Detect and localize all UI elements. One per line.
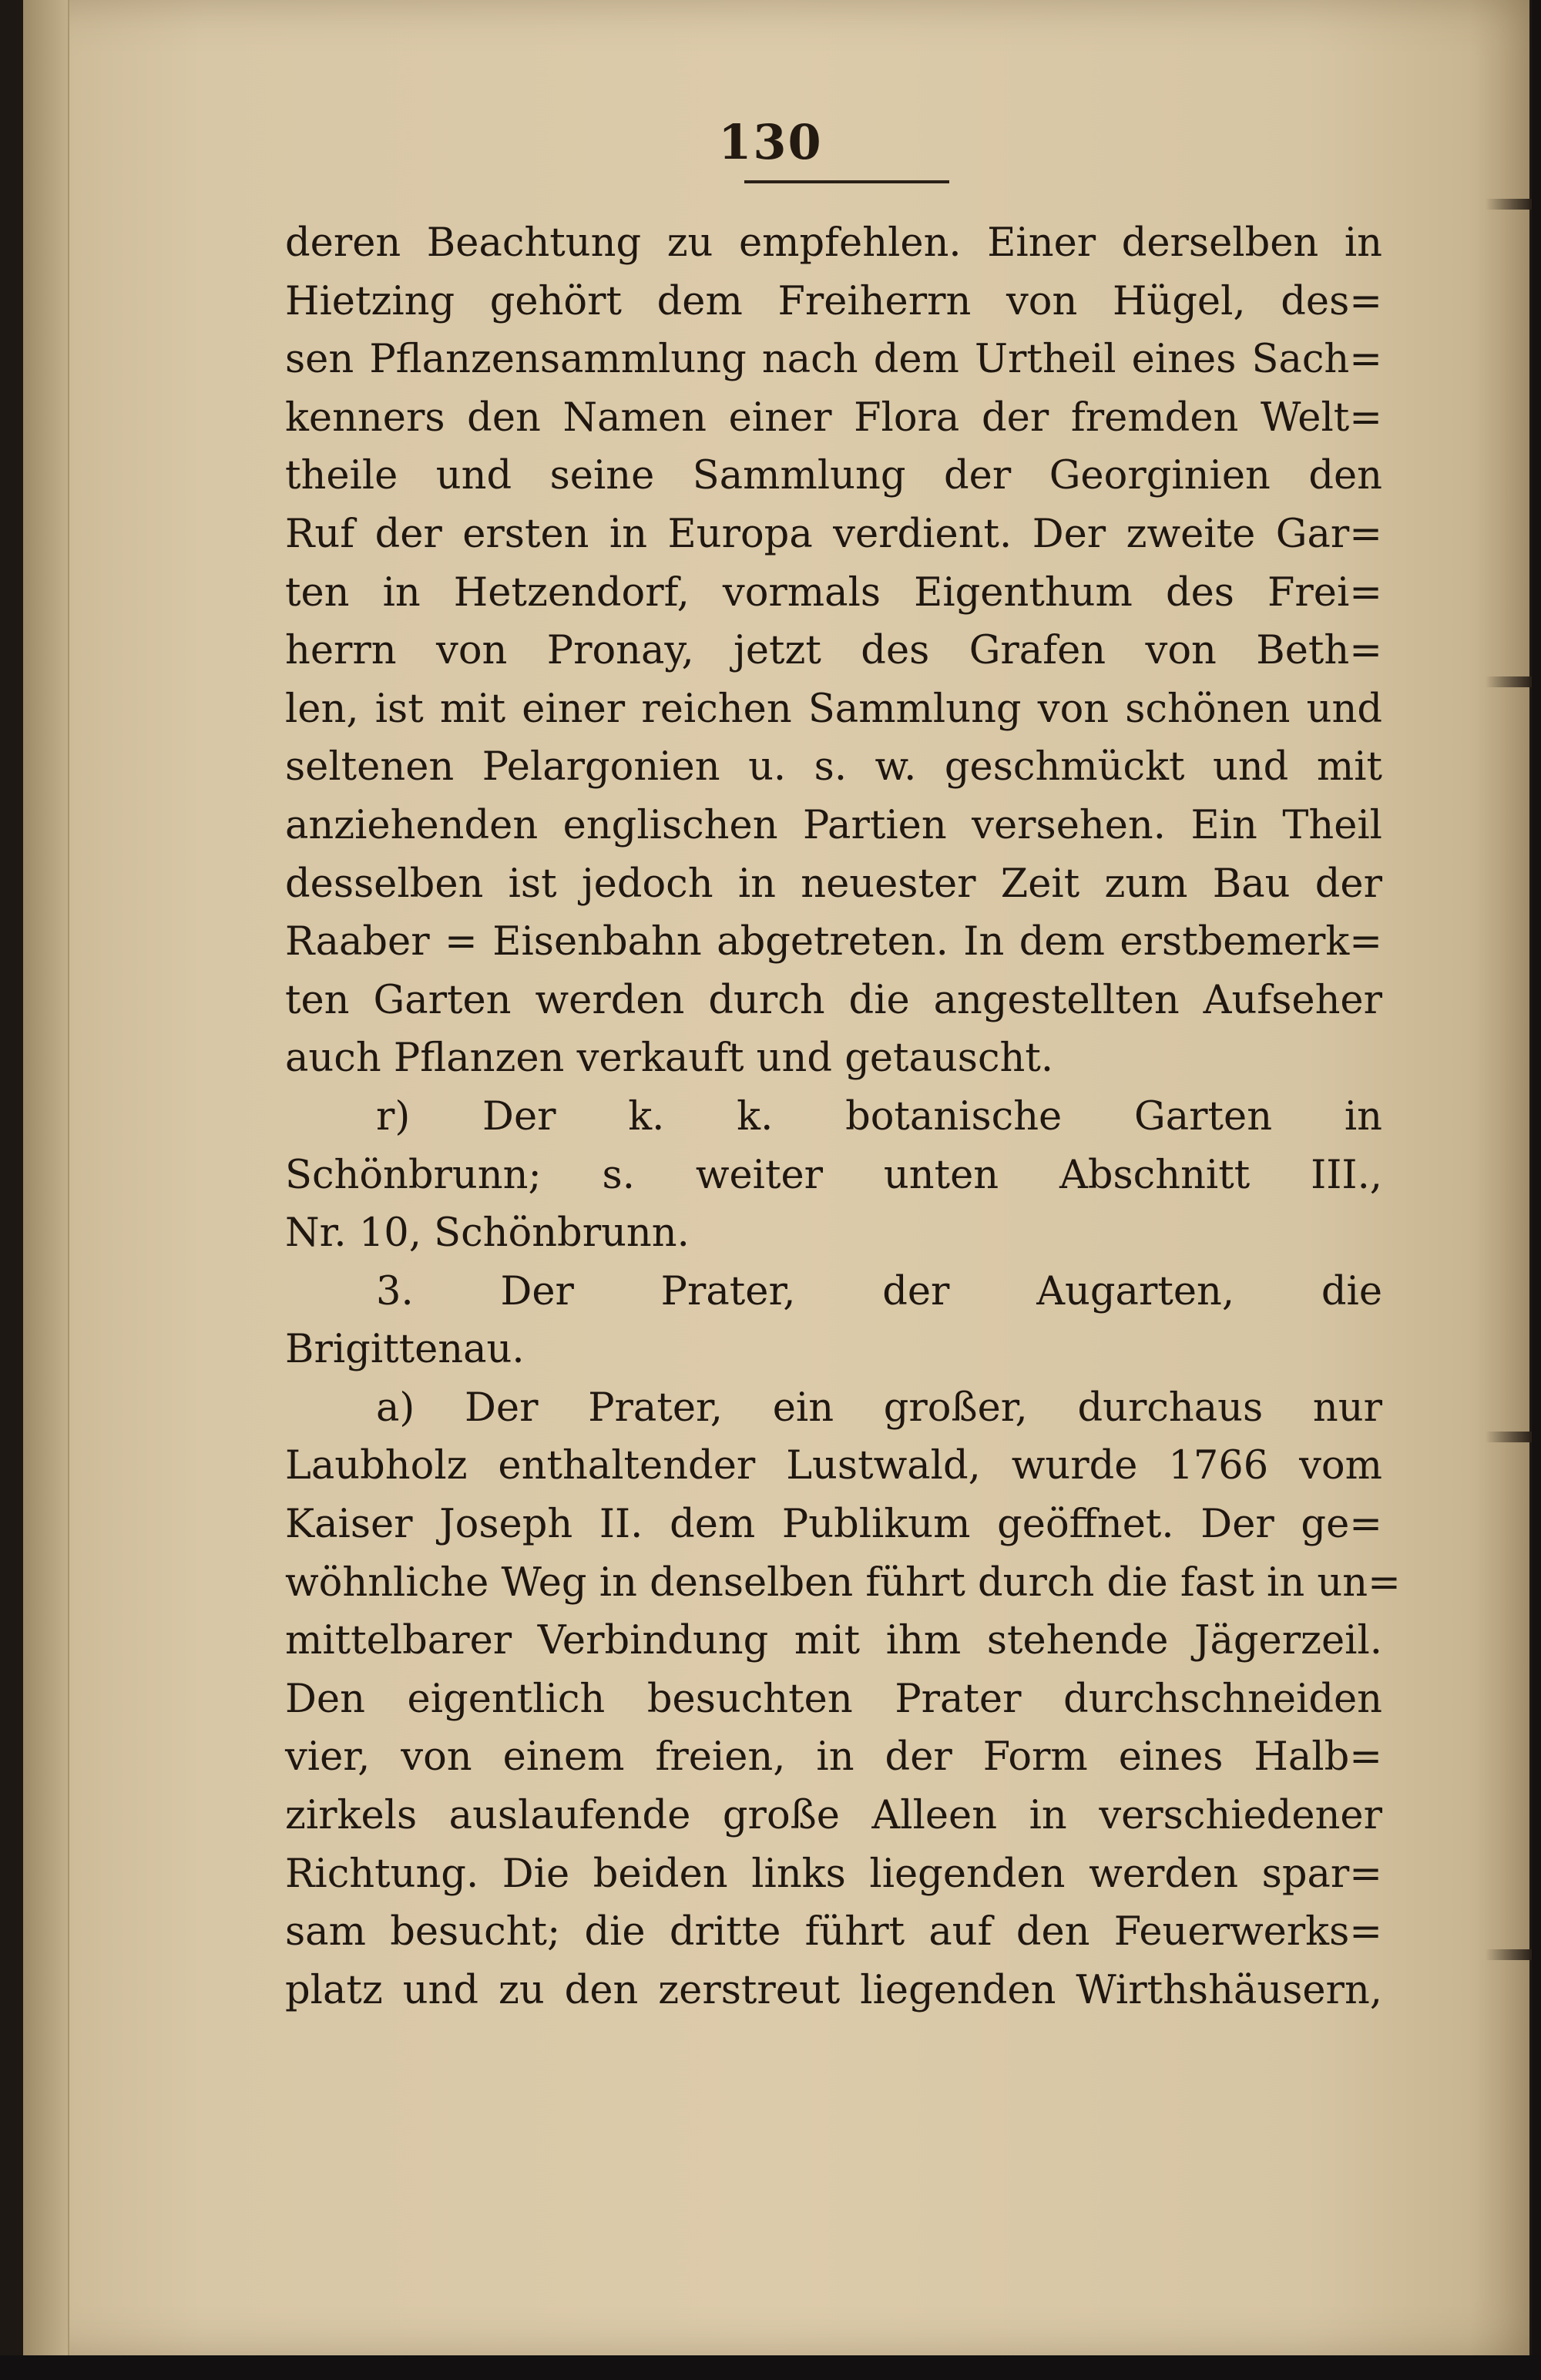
text-line: Den eigentlich besuchten Prater durchschneiden	[285, 1676, 1382, 1722]
text-line: Ruf der ersten in Europa verdient. Der zweite Gar=	[285, 511, 1382, 557]
text-line: deren Beachtung zu empfehlen. Einer derselben in	[285, 220, 1382, 266]
text-line: len, ist mit einer reichen Sammlung von schönen und	[285, 686, 1382, 732]
scan-border-bottom	[0, 2355, 1541, 2380]
text-line: Nr. 10, Schönbrunn.	[285, 1210, 690, 1257]
text-line: vier, von einem freien, in der Form eines Halb=	[285, 1734, 1382, 1781]
text-line: ten Garten werden durch die angestellten Aufseher	[285, 977, 1382, 1023]
page-gutter-edge	[23, 0, 69, 2358]
header-rule	[744, 180, 949, 183]
text-line: herrn von Pronay, jetzt des Grafen von Beth=	[285, 628, 1382, 674]
text-line: ten in Hetzendorf, vormals Eigenthum des Frei=	[285, 569, 1382, 616]
text-line: seltenen Pelargonien u. s. w. geschmückt und mit	[285, 744, 1382, 791]
text-line: Raaber = Eisenbahn abgetreten. In dem erstbemerk=	[285, 919, 1382, 965]
scan-border-right	[1532, 0, 1541, 2380]
text-line: Laubholz enthaltender Lustwald, wurde 1766 vom	[285, 1443, 1382, 1489]
text-line: Richtung. Die beiden links liegenden werden spar=	[285, 1851, 1382, 1897]
page-edge-mark	[1486, 1949, 1532, 1960]
text-line: sam besucht; die dritte führt auf den Feuerwerks=	[285, 1909, 1382, 1955]
text-line: sen Pflanzensammlung nach dem Urtheil eines Sach=	[285, 337, 1382, 383]
body-text	[285, 214, 1401, 2019]
text-line: Kaiser Joseph II. dem Publikum geöffnet. Der ge=	[285, 1502, 1382, 1548]
text-line: Schönbrunn; s. weiter unten Abschnitt III.,	[285, 1152, 1382, 1198]
text-line: wöhnliche Weg in denselben führt durch die fast in un=	[285, 1559, 1401, 1606]
text-line: kenners den Namen einer Flora der fremden Welt=	[285, 394, 1382, 441]
text-line: zirkels auslaufende große Alleen in verschiedener	[285, 1793, 1382, 1839]
text-line: 3. Der Prater, der Augarten, die	[376, 1268, 1382, 1314]
text-line: platz und zu den zerstreut liegenden Wirthshäusern,	[285, 1967, 1382, 2013]
text-line: auch Pflanzen verkauft und getauscht.	[285, 1036, 1054, 1082]
text-line: anziehenden englischen Partien versehen. Ein Theil	[285, 802, 1382, 848]
text-line: mittelbarer Verbindung mit ihm stehende Jägerzeil.	[285, 1618, 1382, 1664]
page-edge-mark	[1486, 676, 1532, 687]
text-line: a) Der Prater, ein großer, durchaus nur	[376, 1385, 1382, 1431]
text-line: Hietzing gehört dem Freiherrn von Hügel, des=	[285, 278, 1382, 324]
text-line: theile und seine Sammlung der Georginien den	[285, 453, 1382, 499]
text-line: Brigittenau.	[285, 1327, 525, 1373]
page-number: 130	[718, 114, 823, 170]
text-line: r) Der k. k. botanische Garten in	[376, 1093, 1382, 1140]
page-edge-mark	[1486, 199, 1532, 210]
page-edge-mark	[1486, 1432, 1532, 1442]
text-line: desselben ist jedoch in neuester Zeit zum Bau der	[285, 861, 1382, 907]
